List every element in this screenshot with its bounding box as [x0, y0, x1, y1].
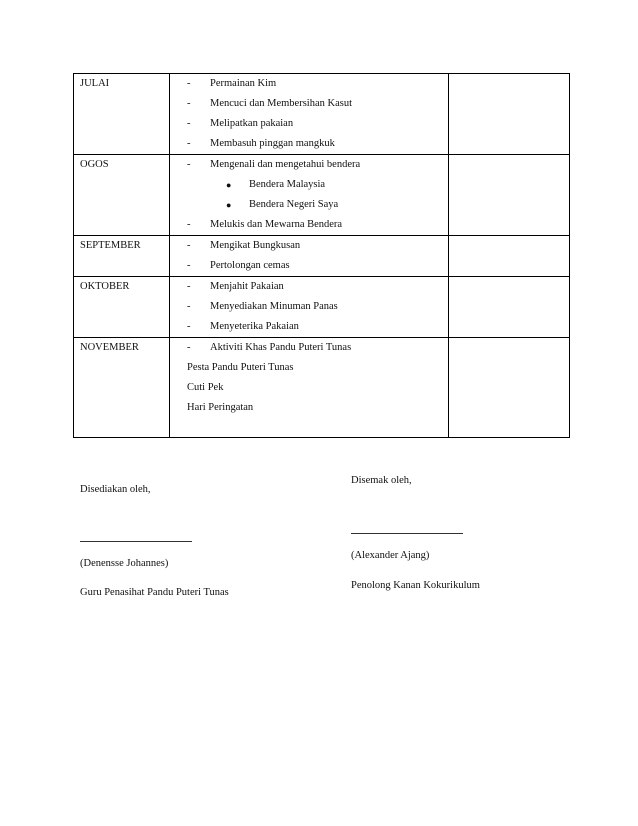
- activity-text: Membasuh pinggan mangkuk: [210, 138, 335, 149]
- activity-plan-table: [73, 73, 570, 438]
- notes-cell: [449, 155, 570, 236]
- activity-text: Aktiviti Khas Pandu Puteri Tunas: [210, 342, 352, 353]
- activity-subitem: [187, 195, 448, 215]
- activity-item: [187, 256, 448, 276]
- activity-item: [187, 317, 448, 337]
- dash-marker: -: [187, 342, 191, 353]
- activity-text: Pesta Pandu Puteri Tunas: [187, 362, 294, 373]
- activity-item: [187, 94, 448, 114]
- notes-cell: [449, 277, 570, 338]
- activity-item: [187, 236, 448, 256]
- activity-text: Mengikat Bungkusan: [210, 240, 301, 251]
- notes-cell: [449, 338, 570, 438]
- checked-by-title: Penolong Kanan Kokurikulum: [351, 580, 480, 591]
- activity-item: [187, 155, 448, 175]
- activity-text: Mengenali dan mengetahui bendera: [210, 159, 361, 170]
- activity-text: Hari Peringatan: [187, 402, 254, 413]
- activities-cell: [170, 277, 449, 338]
- activity-text: Pertolongan cemas: [210, 260, 290, 271]
- bullet-icon: ●: [226, 180, 232, 190]
- dash-marker: -: [187, 159, 191, 170]
- activity-item: [187, 297, 448, 317]
- activity-subitem: [187, 175, 448, 195]
- dash-marker: -: [187, 240, 191, 251]
- bullet-icon: ●: [226, 200, 232, 210]
- month-cell: JULAI: [74, 74, 170, 155]
- activities-cell: [170, 236, 449, 277]
- activity-text: Bendera Malaysia: [249, 179, 326, 190]
- checked-by-name: (Alexander Ajang): [351, 550, 430, 561]
- activity-item: [187, 338, 448, 358]
- prepared-by-signature-line: [80, 541, 192, 542]
- activity-text: Melipatkan pakaian: [210, 118, 294, 129]
- activity-note: [187, 358, 448, 378]
- dash-marker: -: [187, 219, 191, 230]
- activities-cell: [170, 338, 449, 438]
- activity-text: Bendera Negeri Saya: [249, 199, 339, 210]
- dash-marker: -: [187, 78, 191, 89]
- activity-text: Permainan Kim: [210, 78, 277, 89]
- activity-text: Menjahit Pakaian: [210, 281, 284, 292]
- month-cell: NOVEMBER: [74, 338, 170, 438]
- prepared-by-name: (Denensse Johannes): [80, 558, 169, 569]
- dash-marker: -: [187, 98, 191, 109]
- activity-note: [187, 398, 448, 418]
- dash-marker: -: [187, 138, 191, 149]
- activity-text: Cuti Pek: [187, 382, 224, 393]
- month-cell: OKTOBER: [74, 277, 170, 338]
- plan-row: [74, 74, 570, 155]
- activity-text: Menyeterika Pakaian: [210, 321, 299, 332]
- activity-plan-body: [74, 74, 570, 438]
- checked-by-signature-line: [351, 533, 463, 534]
- plan-row: [74, 236, 570, 277]
- dash-marker: -: [187, 301, 191, 312]
- month-cell: SEPTEMBER: [74, 236, 170, 277]
- notes-cell: [449, 74, 570, 155]
- activity-text: Melukis dan Mewarna Bendera: [210, 219, 343, 230]
- plan-row: [74, 277, 570, 338]
- activity-item: [187, 134, 448, 154]
- checked-by-heading: Disemak oleh,: [351, 475, 412, 486]
- dash-marker: -: [187, 281, 191, 292]
- dash-marker: -: [187, 321, 191, 332]
- activity-item: [187, 215, 448, 235]
- activity-note: [187, 378, 448, 398]
- prepared-by-title: Guru Penasihat Pandu Puteri Tunas: [80, 587, 229, 598]
- activities-cell: [170, 155, 449, 236]
- activity-text: Menyediakan Minuman Panas: [210, 301, 338, 312]
- prepared-by-heading: Disediakan oleh,: [80, 484, 151, 495]
- dash-marker: -: [187, 118, 191, 129]
- activity-item: [187, 114, 448, 134]
- dash-marker: -: [187, 260, 191, 271]
- plan-row: [74, 338, 570, 438]
- notes-cell: [449, 236, 570, 277]
- activities-cell: [170, 74, 449, 155]
- activity-text: Mencuci dan Membersihan Kasut: [210, 98, 353, 109]
- plan-row: [74, 155, 570, 236]
- month-cell: OGOS: [74, 155, 170, 236]
- activity-item: [187, 277, 448, 297]
- activity-item: [187, 74, 448, 94]
